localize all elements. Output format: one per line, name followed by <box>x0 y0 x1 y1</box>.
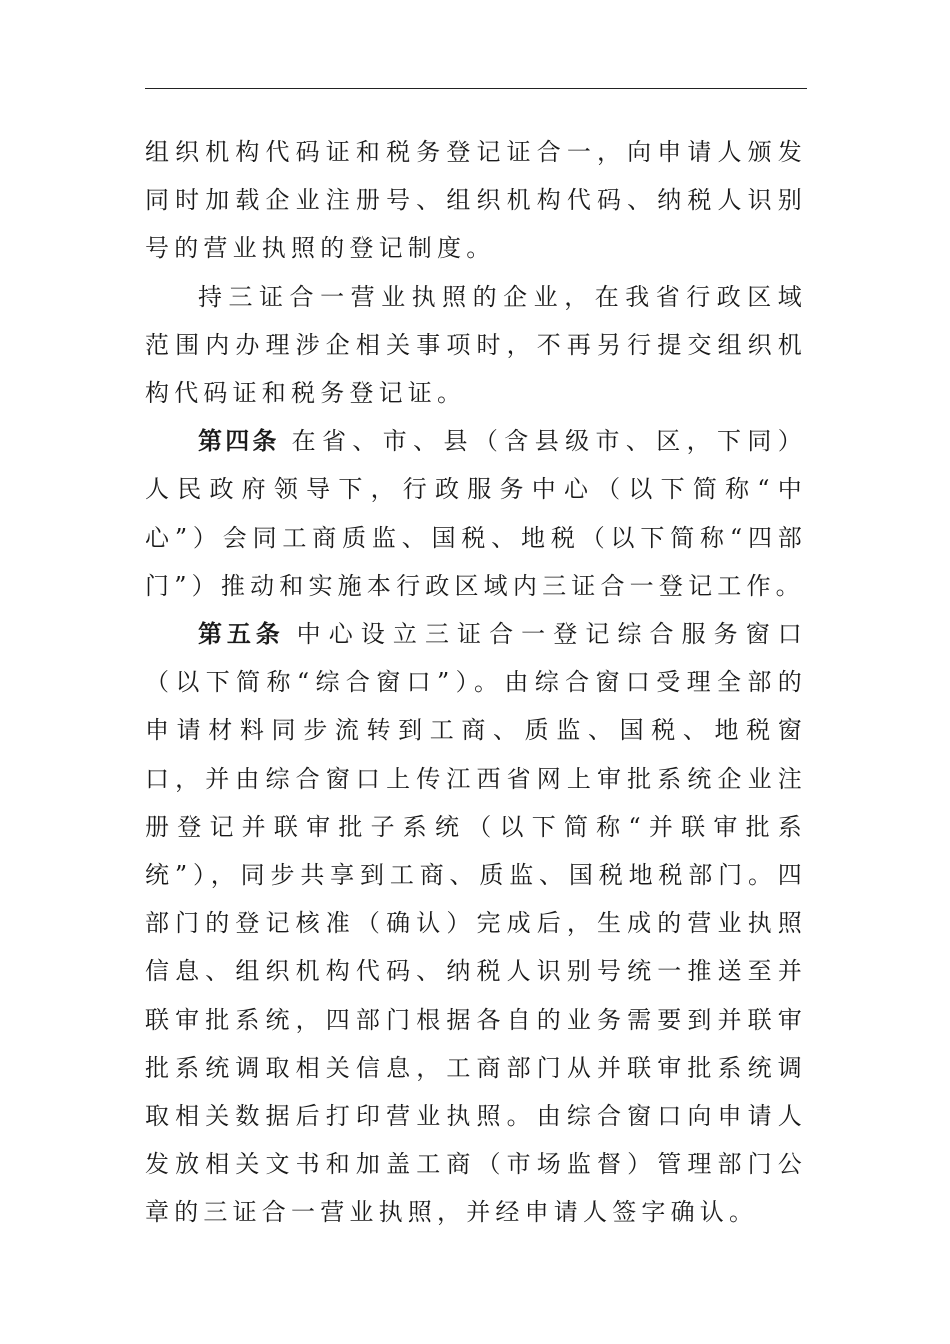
paragraph-text: 组织机构代码证和税务登记证合一，向申请人颁发同时加载企业注册号、组织机构代码、纳税人识别号的营业执照的登记制度。 <box>145 138 807 263</box>
paragraph-certificate-validity <box>145 273 807 418</box>
article-title: 第四条 <box>198 426 280 456</box>
paragraph-text: 中心设立三证合一登记综合服务窗口（以下简称“综合窗口”）。由综合窗口受理全部的申请材料同步流转到工商、质监、国税、地税窗口，并由综合窗口上传江西省网上审批系统企业注册登记并联审批子系统（以下简称“并联审批系统”），同步共享到工商、质监、国税地税部门。四部门的登记核准（确认）完成后，生成的营业执照信息、组织机构代码、纳税人识别号统一推送至并联审批系统，四部门根据各自的业务需要到并联审批系统调取相关信息，工商部门从并联审批系统调取相关数据后打印营业执照。由综合窗口向申请人发放相关文书和加盖工商（市场监督）管理部门公章的三证合一营业执照，并经申请人签字确认。 <box>145 620 808 1227</box>
paragraph-continuation <box>145 128 807 273</box>
paragraph-text: 持三证合一营业执照的企业，在我省行政区域范围内办理涉企相关事项时，不再另行提交组织机构代码证和税务登记证。 <box>145 282 807 408</box>
article-title: 第五条 <box>198 619 285 649</box>
document-body <box>145 128 807 1237</box>
paragraph-article-5 <box>145 610 807 1237</box>
paragraph-text: 在省、市、县（含县级市、区，下同）人民政府领导下，行政服务中心（以下简称“中心”）会同工商质监、国税、地税（以下简称“四部门”）推动和实施本行政区域内三证合一登记工作。 <box>145 427 808 600</box>
paragraph-article-4 <box>145 417 807 610</box>
header-rule <box>145 88 807 89</box>
